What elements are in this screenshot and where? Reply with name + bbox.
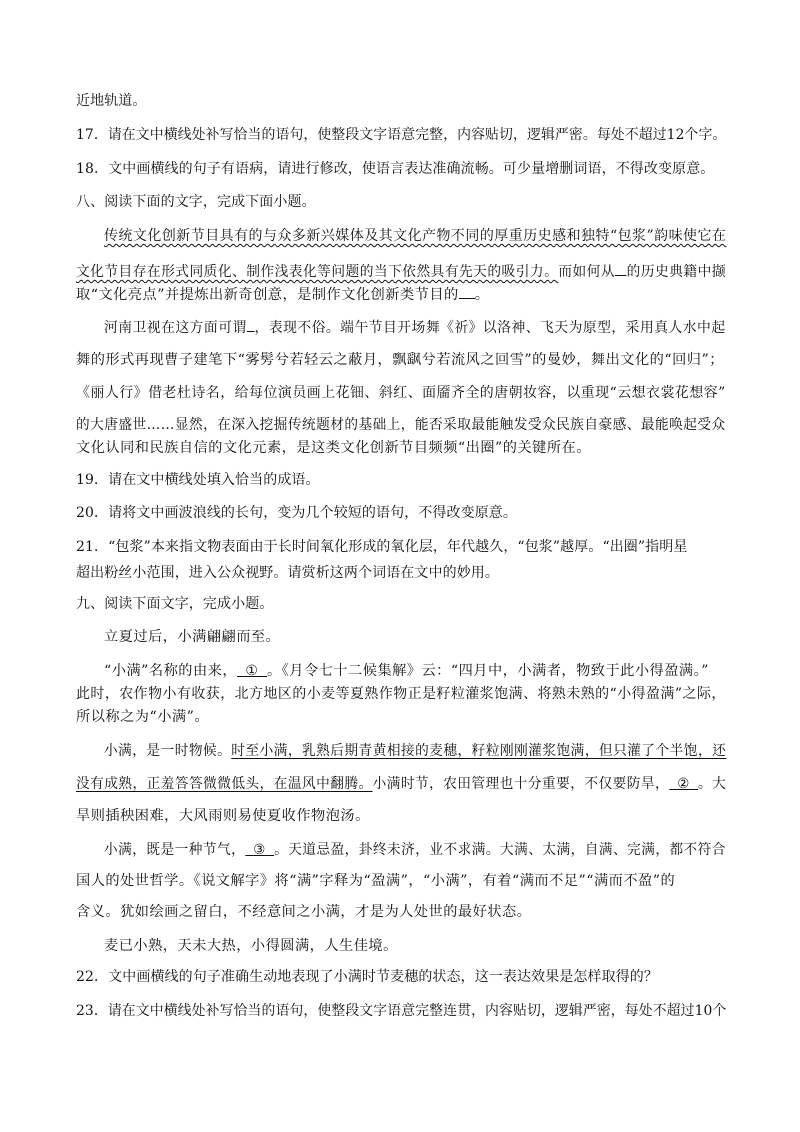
passage-line: [76, 685, 726, 703]
text: 20．请将文中画波浪线的长句，变为几个较短的语句，不得改变原意。: [76, 505, 518, 521]
passage-line: [76, 775, 726, 793]
wavy-underlined-text: 文化节目存在形式同质化、制作浅表化等问题的当下依然具有先天的吸引力。: [76, 264, 559, 280]
question-20: [76, 504, 517, 522]
fill-blank-3[interactable]: ③: [245, 841, 274, 856]
question-22: [76, 968, 658, 986]
text: 18．文中画横线的句子有语病，请进行修改，使语言表达准确流畅。可少量增删词语，不得改变原意。: [76, 161, 715, 177]
text: 河南卫视在这方面可谓: [104, 320, 247, 336]
passage-line: [76, 416, 726, 434]
passage-line: [76, 261, 726, 281]
passage-line: [76, 284, 489, 304]
text: 超出粉丝小范围，进入公众视野。请赏析这两个词语在文中的妙用。: [76, 565, 499, 581]
text: 。《月令七十二候集解》云：“四月中，小满者，物致于此小得盈满。”: [267, 663, 709, 679]
fill-blank[interactable]: [247, 317, 255, 332]
question-17: [76, 126, 726, 144]
fill-blank[interactable]: [459, 284, 475, 299]
text: 此时，农作物小有收获，北方地区的小麦等夏熟作物正是籽粒灌浆饱满、将熟未熟的“小得盈满”之际，: [76, 686, 726, 702]
text: 而如何从: [558, 264, 616, 280]
text: 22．文中画横线的句子准确生动地表现了小满时节麦穗的状态，这一表达效果是怎样取得的？: [76, 969, 659, 985]
underlined-text: 没有成熟，正羞答答微微低头，在温风中翻腾。: [76, 776, 373, 792]
passage-line: [76, 384, 726, 402]
text: 近地轨道。: [76, 93, 147, 109]
text: 的大唐盛世……显然，在深入挖掘传统题材的基础上，能否采取最能触发受众民族自豪感、最能唤起受众: [76, 417, 726, 433]
text: 21．“包浆”本来指文物表面由于长时间氧化形成的氧化层，年代越久，“包浆”越厚。“出圈”指明星: [76, 539, 688, 555]
underlined-text: 时至小满，乳熟后期青黄相接的麦穗，籽粒刚刚灌浆饱满，但只灌了个半饱，还: [231, 743, 727, 759]
text: 19．请在文中横线处填入恰当的成语。: [76, 472, 320, 488]
text: 所以称之为“小满”。: [76, 709, 210, 725]
passage-line: [104, 227, 726, 245]
text: 17．请在文中横线处补写恰当的语句，使整段文字语意完整，内容贴切，逻辑严密。每处不超过12个字。: [76, 127, 727, 143]
text: 立夏过后，小满翩翩而至。: [104, 629, 281, 645]
text-line: [76, 92, 147, 110]
text: 的历史典籍中撷: [626, 264, 726, 280]
question-21-cont: [76, 564, 499, 582]
question-21: [76, 538, 687, 556]
passage-line: [104, 662, 709, 680]
text: 文化认同和民族自信的文化元素，是这类文化创新节目频频“出圈”的关键所在。: [76, 440, 591, 456]
text: 舞的形式再现曹子建笔下“雾髣兮若轻云之蔽月，飘飖兮若流风之回雪”的曼妙，舞出文化的“回归”；: [76, 352, 724, 368]
text: “小满”名称的由来，: [104, 663, 238, 679]
text: 取“文化亮点”并提炼出新奇创意，是制作文化创新类节目的: [76, 287, 459, 303]
passage-line: [76, 903, 531, 921]
text: ，表现不俗。端午节目开场舞《祈》以洛神、飞天为原型，采用真人水中起: [254, 320, 726, 336]
passage-line: [76, 807, 370, 825]
text: 《丽人行》借老杜诗名，给每位演员画上花钿、斜红、面靥齐全的唐朝妆容，以重现“云想衣裳花想容”: [76, 385, 726, 401]
text: 九、阅读下面文字，完成小题。: [76, 596, 274, 612]
text: 小满，既是一种节气，: [104, 842, 246, 858]
wavy-underlined-text: 传统文化创新节目具有的与众多新兴媒体及其文化产物不同的厚重历史感和独特“包浆”韵味使它在: [104, 228, 727, 244]
text: 小满时节，农田管理也十分重要，不仅要防旱，: [372, 776, 670, 792]
question-23: [76, 1002, 726, 1020]
text: 小满，是一时物候。: [104, 743, 232, 759]
text: 八、阅读下面的文字，完成下面小题。: [76, 194, 316, 210]
text: 麦已小熟，天未大热，小得圆满，人生佳境。: [104, 938, 398, 954]
text: 旱则插秧困难，大风雨则易使夏收作物泡汤。: [76, 808, 370, 824]
question-18: [76, 160, 714, 178]
passage-line: [76, 708, 209, 726]
text: 含义。犹如绘画之留白，不经意间之小满，才是为人处世的最好状态。: [76, 904, 532, 920]
text: 。大: [698, 776, 727, 792]
text: 23．请在文中横线处补写恰当的语句，使整段文字语意完整连贯，内容贴切，逻辑严密，每处不超过10个: [76, 1003, 727, 1019]
passage-line: [76, 439, 591, 457]
question-19: [76, 471, 320, 489]
passage-line: [104, 841, 726, 859]
section-heading-9: [76, 595, 273, 613]
passage-line: [104, 628, 280, 646]
passage-line: [76, 351, 724, 369]
passage-line: [104, 317, 726, 337]
text: 国人的处世哲学。《说文解字》将“满”字释为“盈满”，“小满”，有着“满而不足”“满而不盈”的: [76, 873, 676, 889]
passage-line: [104, 937, 398, 955]
fill-blank-1[interactable]: ①: [237, 662, 267, 677]
section-heading-8: [76, 193, 316, 211]
fill-blank[interactable]: [615, 261, 627, 276]
passage-line: [104, 742, 726, 760]
fill-blank-2[interactable]: ②: [669, 775, 698, 790]
passage-line: [76, 872, 675, 890]
text: 。: [474, 287, 490, 303]
text: 。天道忌盈，卦终未济，业不求满。大满、太满，自满、完满，都不符合: [274, 842, 726, 858]
